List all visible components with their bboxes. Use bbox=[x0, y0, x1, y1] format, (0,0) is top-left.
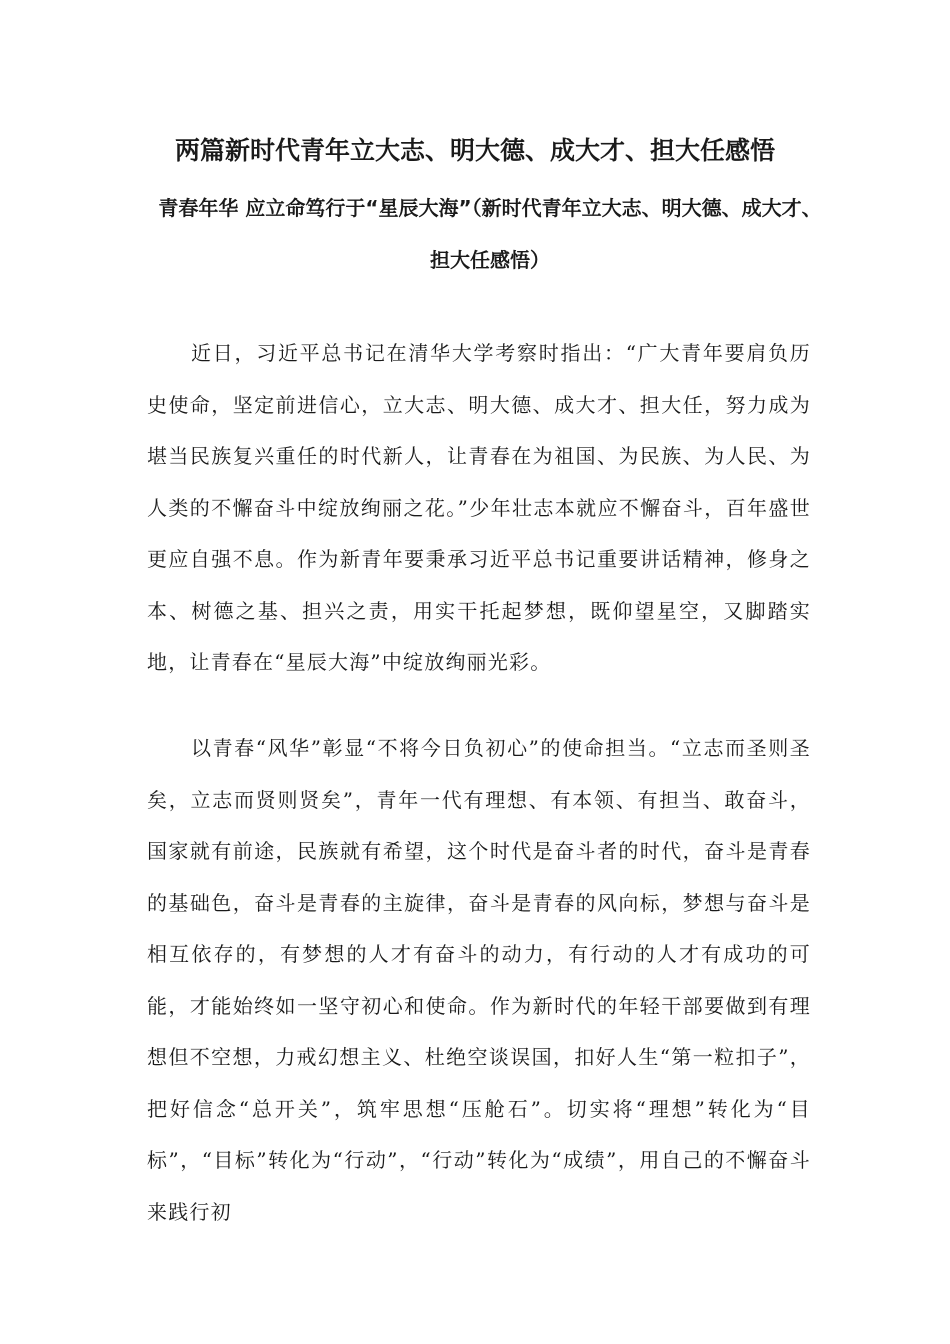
body-paragraph-2: 以青春“风华”彰显“不将今日负初心”的使命担当。“立志而圣则圣矣，立志而贤则贤矣”，青年一代有理想、有本领、有担当、敢奋斗，国家就有前途，民族就有希望，这个时代是奋斗者的时代，奋斗是青春的基础色，奋斗是青春的主旋律，奋斗是青春的风向标，梦想与奋斗是相互依存的，有梦想的人才有奋斗的动力，有行动的人才有成功的可能，才能始终如一坚守初心和使命。作为新时代的年轻干部要做到有理想但不空想，力戒幻想主义、杜绝空谈误国，扣好人生“第一粒扣子”，把好信念“总开关”，筑牢思想“压舱石”。切实将“理想”转化为“目标”，“目标”转化为“行动”，“行动”转化为“成绩”，用自己的不懈奋斗来践行初 bbox=[147, 736, 811, 1224]
body-paragraph-1: 近日，习近平总书记在清华大学考察时指出：“广大青年要肩负历史使命，坚定前进信心，立大志、明大德、成大才、担大任，努力成为堪当民族复兴重任的时代新人，让青春在为祖国、为民族、为人民、为人类的不懈奋斗中绽放绚丽之花。”少年壮志本就应不懈奋斗，百年盛世更应自强不息。作为新青年要秉承习近平总书记重要讲话精神，修身之本、树德之基、担兴之责，用实干托起梦想，既仰望星空，又脚踏实地，让青春在“星辰大海”中绽放绚丽光彩。 bbox=[147, 341, 811, 674]
document-title: 两篇新时代青年立大志、明大德、成大才、担大任感悟 bbox=[174, 136, 775, 165]
document-subtitle: 青春年华 应立命笃行于“星辰大海”（新时代青年立大志、明大德、成大才、担大任感悟） bbox=[158, 196, 822, 272]
